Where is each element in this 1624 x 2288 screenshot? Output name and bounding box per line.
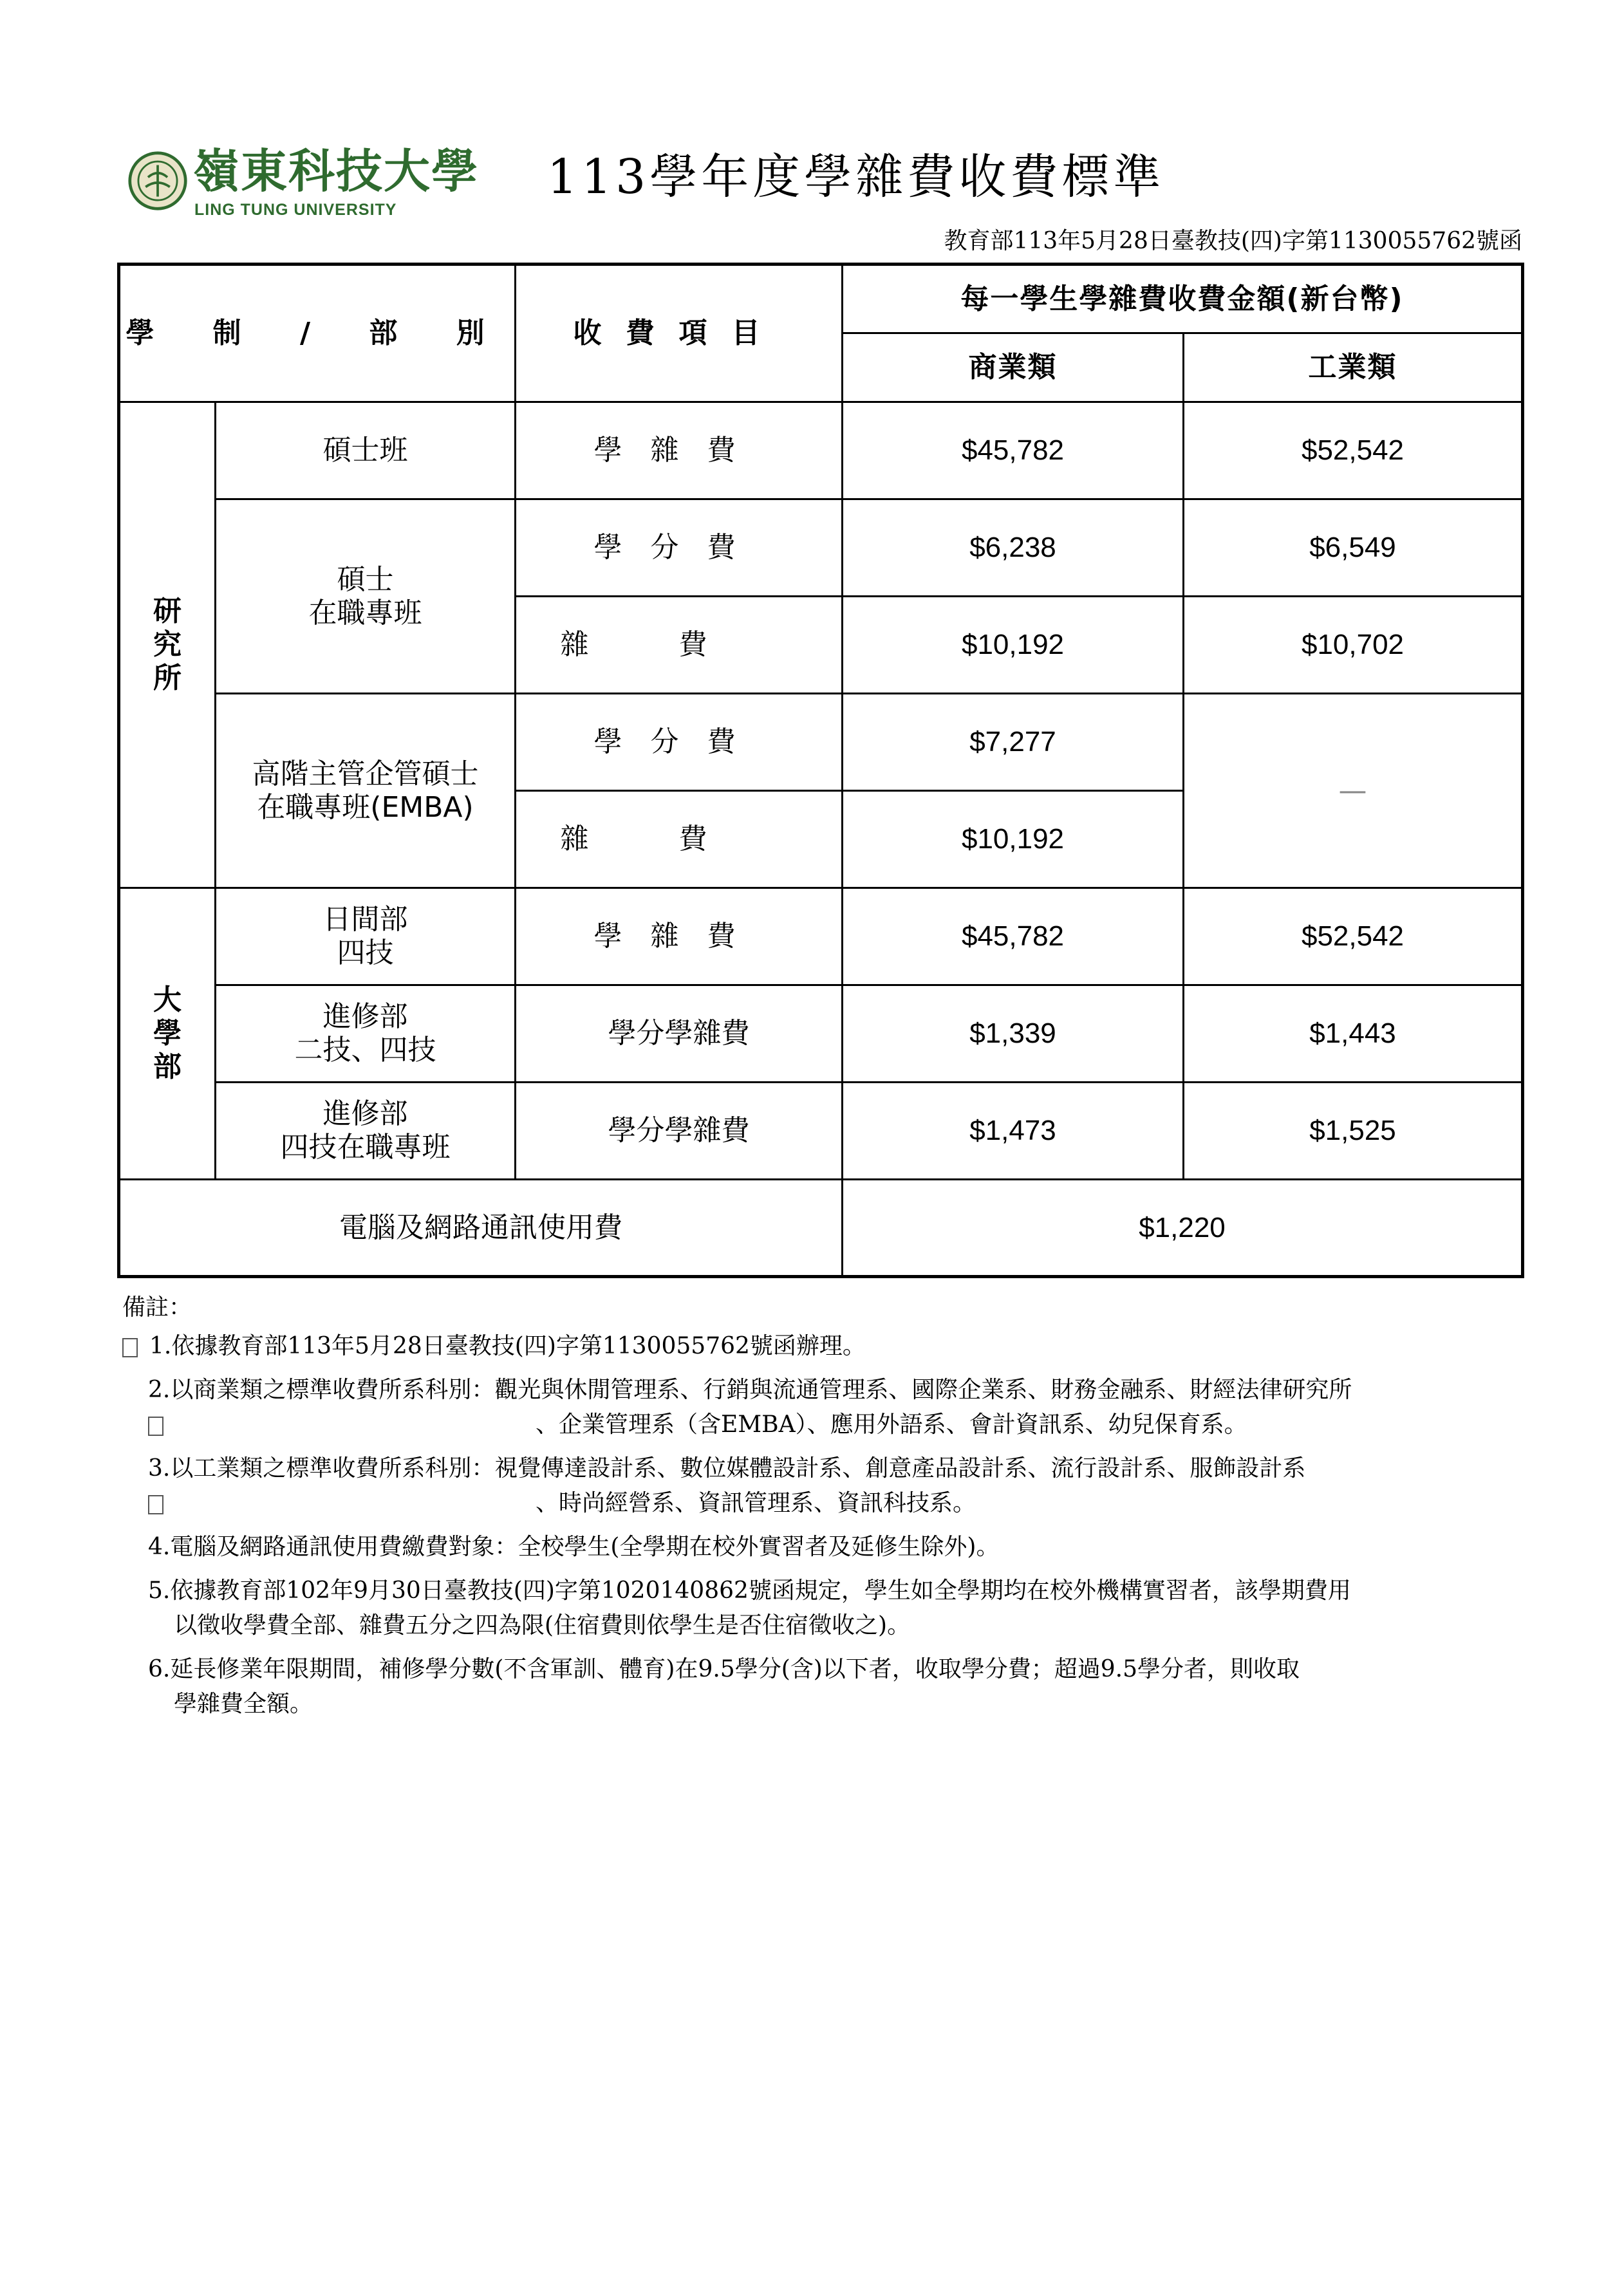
program-day — [216, 888, 516, 985]
fee-item: 學分學雜費 — [516, 1083, 843, 1180]
note-text: 、時尚經營系、資訊管理系、資訊科技系。 — [536, 1490, 976, 1516]
fee-item: 學分費 — [516, 499, 843, 597]
notes-heading: 備註： — [122, 1294, 192, 1321]
amount-engineering: $1,443 — [1184, 985, 1523, 1083]
fee-item: 學分學雜費 — [516, 985, 843, 1083]
program-line: 高階主管企管碩士 — [252, 757, 479, 790]
amount-business: $10,192 — [843, 597, 1184, 694]
header-business: 商業類 — [843, 333, 1184, 402]
table-header-row — [119, 265, 1523, 333]
logo-chinese-name: 嶺東科技大學 — [193, 144, 480, 198]
program-line: 進修部 — [322, 1000, 408, 1033]
amount-business: $6,238 — [843, 499, 1184, 597]
program-continuing — [216, 985, 516, 1083]
note-text: 學雜費全額。 — [174, 1691, 313, 1717]
program-line: 碩士 — [337, 563, 394, 596]
checkbox-icon — [148, 1417, 163, 1436]
note-text: 3.以工業類之標準收費所系科別：視覺傳達設計系、數位媒體設計系、創意產品設計系、流行設計系、服飾設計系 — [148, 1455, 1306, 1482]
checkbox-icon — [122, 1338, 138, 1357]
fee-table — [117, 263, 1524, 1278]
amount-engineering: $10,702 — [1184, 597, 1523, 694]
amount-business: $45,782 — [843, 888, 1184, 985]
computer-fee-amount: $1,220 — [843, 1180, 1523, 1277]
amount-business: $1,339 — [843, 985, 1184, 1083]
notes-section — [122, 1290, 1538, 1731]
note-text: 1.依據教育部113年5月28日臺教技(四)字第1130055762號函辦理。 — [149, 1333, 866, 1359]
note-text: 以徵收學費全部、雜費五分之四為限(住宿費則依學生是否住宿徵收之)。 — [174, 1612, 911, 1639]
program-continuing-inservice — [216, 1083, 516, 1180]
group-label-undergrad: 大學部 — [119, 888, 216, 1180]
table-row — [119, 694, 1523, 791]
fee-item: 學分費 — [516, 694, 843, 791]
fee-item: 學雜費 — [516, 402, 843, 499]
program-line: 在職專班(EMBA) — [257, 790, 474, 824]
note-item — [122, 1574, 1538, 1643]
program-master: 碩士班 — [216, 402, 516, 499]
program-line: 進修部 — [322, 1097, 408, 1130]
note-text: 4.電腦及網路通訊使用費繳費對象：全校學生(全學期在校外實習者及延修生除外)。 — [148, 1534, 1000, 1560]
fee-item: 雜費 — [516, 791, 843, 888]
logo-english-name: LING TUNG UNIVERSITY — [194, 201, 397, 219]
computer-fee-label: 電腦及網路通訊使用費 — [119, 1180, 843, 1277]
note-text: 、企業管理系（含EMBA）、應用外語系、會計資訊系、幼兒保育系。 — [536, 1411, 1247, 1438]
amount-business: $7,277 — [843, 694, 1184, 791]
university-seal-icon — [127, 151, 188, 211]
header-item: 收費項目 — [516, 265, 843, 402]
header-system: 學 制 / 部 別 — [119, 265, 516, 402]
amount-engineering: $52,542 — [1184, 402, 1523, 499]
table-row-computer-fee — [119, 1180, 1523, 1277]
program-line: 四技在職專班 — [280, 1131, 451, 1164]
university-logo — [122, 140, 480, 224]
note-item — [122, 1530, 1538, 1565]
document-reference: 教育部113年5月28日臺教技(四)字第1130055762號函 — [944, 228, 1522, 254]
note-item — [122, 1373, 1538, 1442]
note-item — [122, 1451, 1538, 1521]
checkbox-icon — [148, 1495, 163, 1514]
note-text: 5.依據教育部102年9月30日臺教技(四)字第1020140862號函規定，學生如全學期均在校外機構實習者，該學期費用 — [148, 1577, 1351, 1604]
note-item — [122, 1329, 1538, 1364]
amount-engineering: $1,525 — [1184, 1083, 1523, 1180]
program-line: 二技、四技 — [294, 1034, 436, 1066]
amount-business: $1,473 — [843, 1083, 1184, 1180]
note-item — [122, 1652, 1538, 1722]
note-text: 6.延長修業年限期間，補修學分數(不含軍訓、體育)在9.5學分(含)以下者，收取學分費；超過9.5學分者，則收取 — [148, 1656, 1300, 1682]
program-emba — [216, 694, 516, 888]
header-amount: 每一學生學雜費收費金額(新台幣) — [843, 265, 1523, 333]
header-engineering: 工業類 — [1184, 333, 1523, 402]
fee-item: 學雜費 — [516, 888, 843, 985]
table-row — [119, 1083, 1523, 1180]
fee-item: 雜費 — [516, 597, 843, 694]
amount-engineering: $52,542 — [1184, 888, 1523, 985]
program-line: 在職專班 — [308, 596, 422, 629]
group-label-grad: 研究所 — [119, 402, 216, 888]
table-row — [119, 888, 1523, 985]
page-title: 113學年度學雜費收費標準 — [547, 149, 1165, 205]
amount-business: $45,782 — [843, 402, 1184, 499]
program-line: 四技 — [337, 936, 394, 969]
table-row — [119, 499, 1523, 597]
program-inservice-master — [216, 499, 516, 694]
program-line: 日間部 — [322, 903, 408, 936]
note-text: 2.以商業類之標準收費所系科別：觀光與休閒管理系、行銷與流通管理系、國際企業系、財務金融系、財經法律研究所 — [148, 1377, 1352, 1403]
amount-engineering-na: — — [1184, 694, 1523, 888]
amount-engineering: $6,549 — [1184, 499, 1523, 597]
table-row — [119, 402, 1523, 499]
table-row — [119, 985, 1523, 1083]
amount-business: $10,192 — [843, 791, 1184, 888]
